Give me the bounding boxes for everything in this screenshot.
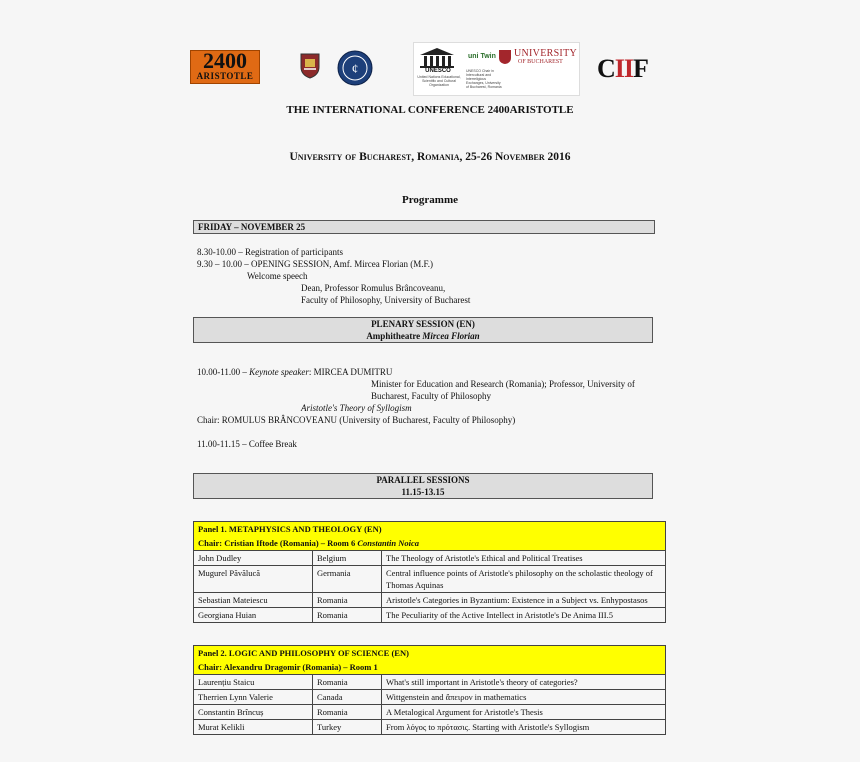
table-row [194, 720, 666, 735]
unesco-word: UNESCO [425, 68, 451, 74]
aristotle-logo-number: 2400 [203, 48, 247, 73]
panel-1-room: Constantin Noica [357, 538, 420, 548]
speaker-country: Romania [313, 593, 382, 608]
university-crest-icon [300, 53, 320, 79]
plenary-place-prefix: Amphitheatre [366, 331, 423, 341]
unesco-temple-icon [418, 47, 456, 69]
keynote-talk-title: Aristotle's Theory of Syllogism [301, 403, 412, 413]
speaker-country: Belgium [313, 551, 382, 566]
panel-1-chair [194, 536, 666, 551]
table-row [194, 675, 666, 690]
table-row [194, 593, 666, 608]
table-row [194, 566, 666, 593]
ciif-logo [597, 54, 648, 84]
aristotle-2400-logo [190, 50, 260, 84]
talk-title: From λόγος to πρότασις. Starting with Aristotle's Syllogism [382, 720, 666, 735]
dean-line: Dean, Professor Romulus Brâncoveanu, [301, 283, 446, 293]
unesco-unitwin-logo [413, 42, 580, 96]
programme-title: Programme [402, 194, 458, 206]
panel-2-title: Panel 2. LOGIC AND PHILOSOPHY OF SCIENCE (EN) [194, 646, 666, 661]
conference-title: THE INTERNATIONAL CONFERENCE 2400ARISTOTLE [286, 104, 574, 116]
keynote-role-line-1: Minister for Education and Research (Romania); Professor, University of [371, 379, 635, 389]
panel-2-chair-text: Chair: Alexandru Dragomir (Romania) – Room 1 [198, 662, 378, 672]
plenary-title: PLENARY SESSION (EN) [371, 319, 475, 329]
unitwin-caption: UNESCO Chair in Intercultural and Interreligious Exchanges, University of Bucharest, Romania [466, 69, 502, 89]
table-row [194, 551, 666, 566]
talk-title: Aristotle's Categories in Byzantium: Existence in a Subject vs. Enhypostasos [382, 593, 666, 608]
friday-day-label: FRIDAY – NOVEMBER 25 [198, 222, 306, 232]
friday-day-header [193, 220, 655, 234]
parallel-time: 11.15-13.15 [401, 487, 445, 497]
talk-title: What's still important in Aristotle's theory of categories? [382, 675, 666, 690]
faculty-seal-icon [337, 50, 373, 86]
panel-1-title: Panel 1. METAPHYSICS AND THEOLOGY (EN) [194, 522, 666, 537]
ub-crest-icon [498, 49, 512, 65]
plenary-chair-line: Chair: ROMULUS BRÂNCOVEANU (University of Bucharest, Faculty of Philosophy) [197, 415, 516, 425]
speaker-country: Turkey [313, 720, 382, 735]
ub-line1: UNIVERSITY [514, 48, 577, 59]
panel-2-table [193, 645, 666, 735]
speaker-country: Canada [313, 690, 382, 705]
speaker-name: Mugurel Păvălucă [194, 566, 313, 593]
unitwin-word: uni Twin [468, 53, 496, 60]
talk-title: A Metalogical Argument for Aristotle's Thesis [382, 705, 666, 720]
keynote-label: Keynote speaker [249, 367, 309, 377]
plenary-place-name: Mircea Florian [422, 331, 480, 341]
faculty-line: Faculty of Philosophy, University of Bucharest [301, 295, 471, 305]
svg-text:¢: ¢ [351, 61, 359, 76]
plenary-session-header [193, 317, 653, 343]
registration-line: 8.30-10.00 – Registration of participants [197, 247, 343, 257]
welcome-speech-line: Welcome speech [247, 271, 308, 281]
ub-line2: OF BUCHAREST [518, 59, 563, 65]
aristotle-logo-word: ARISTOTLE [196, 71, 254, 81]
speaker-country: Romania [313, 608, 382, 623]
speaker-country: Romania [313, 675, 382, 690]
keynote-line [197, 367, 392, 377]
panel-2-chair [194, 660, 666, 675]
talk-title: Central influence points of Aristotle's philosophy on the scholastic theology of Thomas Aquinas [382, 566, 666, 593]
plenary-place [194, 330, 652, 342]
speaker-name: Georgiana Huian [194, 608, 313, 623]
talk-title: The Theology of Aristotle's Ethical and Political Treatises [382, 551, 666, 566]
talk-title: The Peculiarity of the Active Intellect in Aristotle's De Anima III.5 [382, 608, 666, 623]
speaker-name: Therrien Lynn Valerie [194, 690, 313, 705]
coffee-break-line: 11.00-11.15 – Coffee Break [197, 439, 297, 449]
opening-session-line: 9.30 – 10.00 – OPENING SESSION, Amf. Mircea Florian (M.F.) [197, 259, 434, 269]
speaker-country: Germania [313, 566, 382, 593]
panel-1-table [193, 521, 666, 623]
table-row [194, 690, 666, 705]
speaker-name: Laurențiu Staicu [194, 675, 313, 690]
keynote-time: 10.00-11.00 – [197, 367, 250, 377]
table-row [194, 608, 666, 623]
unesco-caption: United Nations Educational, Scientific and Cultural Organization [417, 75, 461, 87]
speaker-country: Romania [313, 705, 382, 720]
ciif-text: CIIF [597, 54, 648, 83]
talk-title: Wittgenstein and ἄπειρον in mathematics [382, 690, 666, 705]
keynote-name: : MIRCEA DUMITRU [308, 367, 393, 377]
keynote-role-line-2: Bucharest, Faculty of Philosophy [371, 391, 491, 401]
speaker-name: John Dudley [194, 551, 313, 566]
speaker-name: Sebastian Mateiescu [194, 593, 313, 608]
speaker-name: Murat Kelikli [194, 720, 313, 735]
parallel-sessions-header [193, 473, 653, 499]
parallel-title: PARALLEL SESSIONS [376, 475, 470, 485]
table-row [194, 705, 666, 720]
speaker-name: Constantin Brîncuș [194, 705, 313, 720]
panel-1-chair-text: Chair: Cristian Iftode (Romania) – Room 6 [198, 538, 358, 548]
venue-title: University of Bucharest, Romania, 25-26 November 2016 [289, 151, 571, 163]
